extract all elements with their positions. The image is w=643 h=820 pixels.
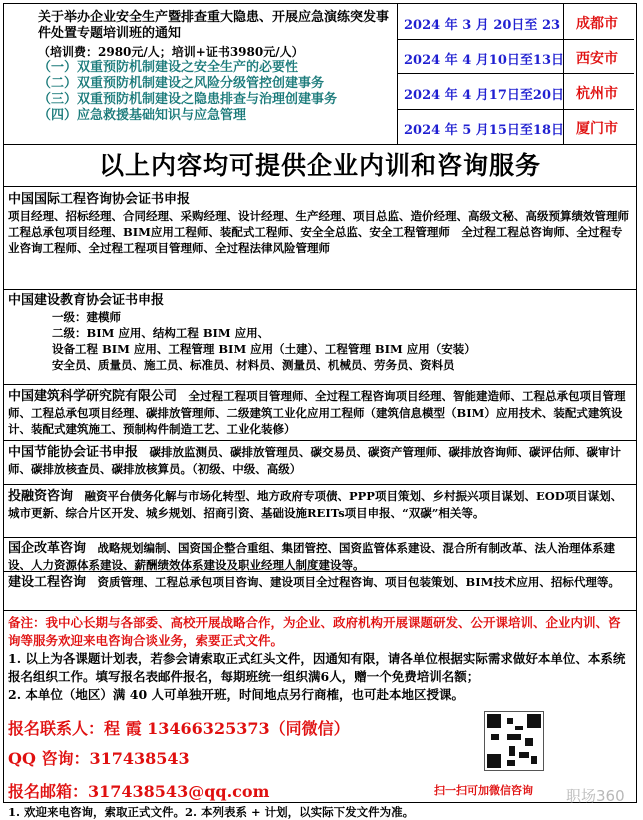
banner-title: 以上内容均可提供企业内训和咨询服务: [98, 151, 541, 180]
notes-block: [4, 611, 636, 805]
session-row: [398, 74, 634, 110]
section-ceca: [4, 441, 636, 485]
note-item: 1. 以上为各课题计划表，若参会请索取正式红头文件，因通知有限，请各单位根据实际需求做好本单位、本系统报名组织工作。填写报名表邮件报名，每期班统一组织满6人，赠一个免费培训名额；: [8, 651, 626, 684]
session-date: 2024 年 4 月17日至20日: [404, 88, 564, 103]
qr-caption: 扫一扫可加微信咨询: [434, 784, 533, 797]
contact-qq[interactable]: QQ 咨询：317438543: [8, 749, 190, 768]
remark-text: 备注：我中心长期与各部委、高校开展战略合作，为企业、政府机构开展课题研发、公开课培训、企业内训、咨询等服务欢迎来电咨询合谈业务，索要正式文件。: [8, 615, 621, 648]
session-city: 厦门市: [576, 121, 618, 137]
section-cabr: [4, 385, 636, 441]
session-date: 2024 年 3 月 20日至 23: [404, 18, 561, 33]
session-city: 西安市: [576, 51, 618, 67]
section-title: 中国建筑科学研究院有限公司: [8, 389, 178, 404]
cert-line: 设备工程 BIM 应用、工程管理 BIM 应用（土建）、工程管理 BIM 应用（安装）: [52, 342, 476, 356]
watermark: 职场360: [566, 787, 625, 805]
session-row: [398, 40, 634, 74]
cert-line: 一级：建模师: [52, 310, 121, 324]
section-cecia: [4, 187, 641, 290]
session-row: [398, 110, 634, 144]
section-title: 中国节能协会证书申报: [8, 445, 139, 460]
note-item: 2. 本单位（地区）满 40 人可单独开班，时间地点另行商榷，也可赴本地区授课。: [8, 687, 465, 702]
section-title: 建设工程咨询: [8, 575, 87, 590]
section-body: 碳排放监测员、碳排放管理员、碳交易员、碳资产管理师、碳排放咨询师、碳评估师、碳审计师、碳排放核查员、碳排放核算员。（初级、中级、高级）: [8, 445, 622, 476]
section-title: 国企改革咨询: [8, 541, 87, 556]
session-date: 2024 年 4 月10日至13日: [404, 53, 564, 68]
contact-person: 报名联系人：程 霞 13466325373（同微信）: [8, 719, 350, 738]
session-row: [398, 4, 634, 40]
course-title: 关于举办企业安全生产暨排查重大隐患、开展应急演练突发事件处置专题培训班的通知: [38, 10, 390, 41]
session-city: 杭州市: [576, 86, 618, 102]
contact-email[interactable]: 报名邮箱：317438543@qq.com: [8, 782, 270, 801]
section-invest: [4, 485, 636, 538]
cert-line: 二级：BIM 应用、结构工程 BIM 应用、: [52, 326, 270, 340]
course-item: （一）双重预防机制建设之安全生产的必要性: [38, 60, 299, 75]
course-block: [4, 4, 636, 145]
section-title: 中国国际工程咨询协会证书申报: [8, 192, 191, 207]
section-body: 项目经理、招标经理、合同经理、采购经理、设计经理、生产经理、项目总监、造价经理、高级文秘、高级预算绩效管理师 工程总承包项目经理、BIM应用工程师、装配式工程师、安全全总监、安全工程管理师 全过程工程总咨询师、全过程专业咨询工程师、全过程工程项目管理师、全过程法律风险管理师: [8, 209, 641, 255]
section-body: 融资平台债务化解与市场化转型、地方政府专项债、PPP项目策划、乡村振兴项目谋划、EOD项目谋划、城市更新、综合片区开发、城乡规划、招商引资、基础设施REITs项目申报、“双碳”相关等。: [8, 489, 623, 520]
section-build: [4, 572, 636, 611]
document-frame: [3, 3, 641, 805]
section-body: 战略规划编制、国资国企整合重组、集团管控、国资监管体系建设、混合所有制改革、法人治理体系建设、人力资源体系建设、薪酬绩效体系建设及职业经理人制度建设等。: [8, 541, 616, 572]
section-reform: [4, 538, 636, 572]
course-description: [38, 10, 396, 124]
course-item: （四）应急救援基础知识与应急管理: [38, 108, 247, 123]
course-item: （二）双重预防机制建设之风险分级管控创建事务: [38, 76, 325, 91]
section-cea: [4, 290, 636, 385]
section-body: 全过程工程项目管理师、全过程工程咨询项目经理、智能建造师、工程总承包项目管理师、工程总承包项目经理、碳排放管理师、二级建筑工业化应用工程师（建筑信息模型（BIM）应用技术、装配式建筑设计、装配式建筑施工、预制构件制造工艺、工业化装修）: [8, 389, 626, 436]
section-title: 投融资咨询: [8, 489, 74, 504]
service-banner: [4, 145, 636, 187]
footer-note: 1. 欢迎来电咨询，索取正式文件。2. 本列表系 + 计划，以实际下发文件为准。: [8, 805, 415, 819]
section-title: 中国建设教育协会证书申报: [8, 293, 165, 308]
wechat-qr-code: [484, 711, 544, 771]
course-fee: （培训费：2980元/人；培训+证书3980元/人）: [38, 45, 304, 59]
section-body: 资质管理、工程总承包项目咨询、建设项目全过程咨询、项目包装策划、BIM技术应用、招标代理等。: [97, 575, 620, 589]
course-item: （三）双重预防机制建设之隐患排查与治理创建事务: [38, 92, 338, 107]
session-date: 2024 年 5 月15日至18日: [404, 123, 564, 138]
cert-line: 安全员、质量员、施工员、标准员、材料员、测量员、机械员、劳务员、资料员: [52, 358, 455, 372]
session-city: 成都市: [576, 16, 618, 32]
